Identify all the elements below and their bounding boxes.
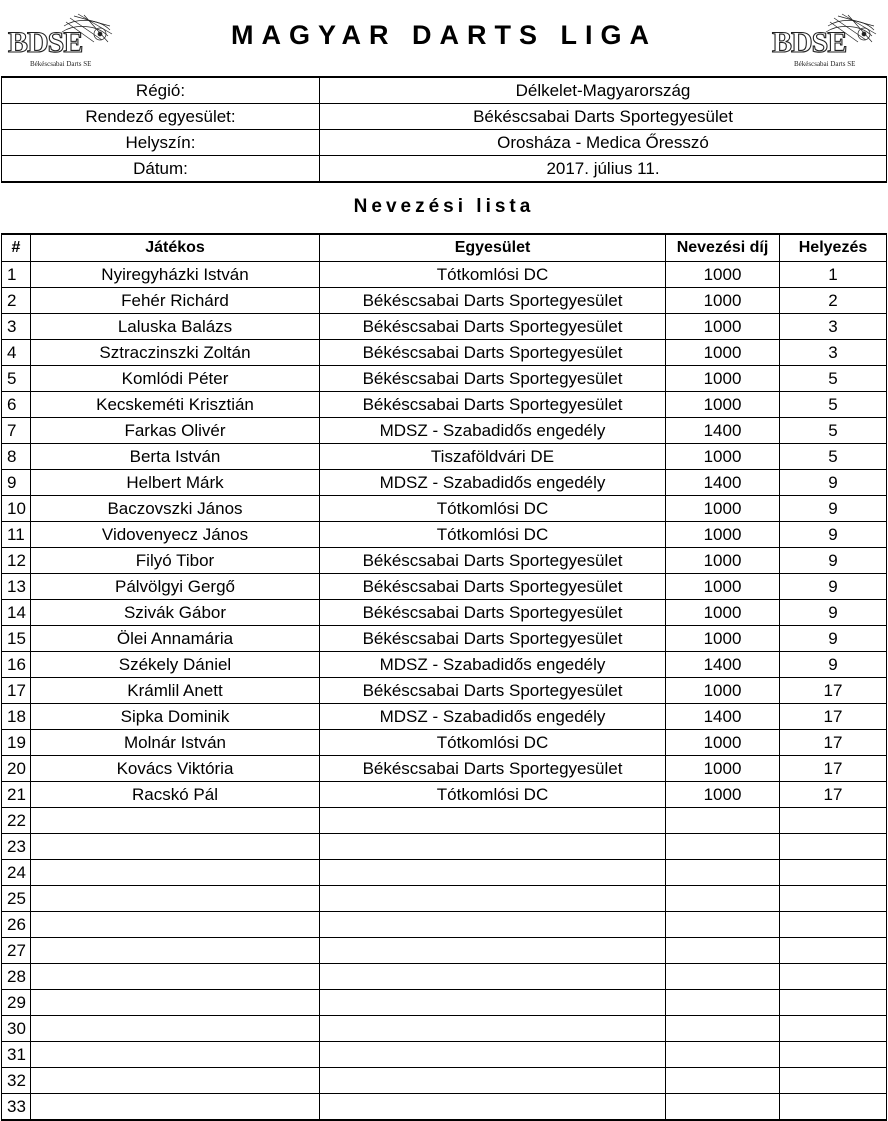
table-row: [2, 496, 887, 522]
club-cell: Békéscsabai Darts Sportegyesület: [320, 756, 666, 782]
table-row: [2, 1016, 887, 1042]
club-cell: Tótkomlósi DC: [320, 496, 666, 522]
table-row: [2, 626, 887, 652]
placement-cell: [780, 1016, 887, 1042]
entry-fee-cell: [666, 1068, 780, 1094]
entry-fee-cell: 1000: [666, 366, 780, 392]
table-row: [2, 548, 887, 574]
club-cell: [320, 860, 666, 886]
club-cell: Tótkomlósi DC: [320, 782, 666, 808]
player-cell: Szivák Gábor: [31, 600, 320, 626]
player-cell: Nyiregyházki István: [31, 262, 320, 288]
table-row: [2, 1068, 887, 1094]
row-number-cell: 16: [2, 652, 31, 678]
player-cell: Kovács Viktória: [31, 756, 320, 782]
player-cell: Székely Dániel: [31, 652, 320, 678]
placement-cell: [780, 886, 887, 912]
club-cell: Békéscsabai Darts Sportegyesület: [320, 314, 666, 340]
entry-fee-cell: 1400: [666, 418, 780, 444]
entry-fee-cell: 1000: [666, 340, 780, 366]
placement-cell: 17: [780, 678, 887, 704]
svg-text:Békéscsabai Darts SE: Békéscsabai Darts SE: [794, 60, 856, 68]
placement-cell: [780, 990, 887, 1016]
row-number-cell: 1: [2, 262, 31, 288]
row-number-cell: 17: [2, 678, 31, 704]
row-number-cell: 32: [2, 1068, 31, 1094]
info-value: Orosháza - Medica Őresszó: [320, 130, 887, 156]
info-row-organizer: [2, 104, 887, 130]
row-number-cell: 13: [2, 574, 31, 600]
entry-fee-cell: 1000: [666, 262, 780, 288]
entry-fee-cell: [666, 990, 780, 1016]
table-body: [2, 262, 887, 1121]
placement-cell: [780, 938, 887, 964]
entry-fee-cell: 1400: [666, 470, 780, 496]
club-cell: [320, 834, 666, 860]
player-cell: Krámlil Anett: [31, 678, 320, 704]
entry-fee-cell: [666, 1094, 780, 1121]
placement-cell: [780, 912, 887, 938]
entry-fee-cell: 1000: [666, 574, 780, 600]
row-number-cell: 10: [2, 496, 31, 522]
entry-fee-cell: [666, 912, 780, 938]
table-row: [2, 444, 887, 470]
placement-cell: [780, 1068, 887, 1094]
club-cell: [320, 912, 666, 938]
entry-fee-cell: 1400: [666, 704, 780, 730]
svg-text:BDSE: BDSE: [8, 26, 83, 59]
player-cell: [31, 808, 320, 834]
player-cell: [31, 990, 320, 1016]
row-number-cell: 27: [2, 938, 31, 964]
table-row: [2, 262, 887, 288]
club-cell: [320, 938, 666, 964]
placement-cell: [780, 1094, 887, 1121]
club-cell: [320, 808, 666, 834]
table-row: [2, 912, 887, 938]
row-number-cell: 20: [2, 756, 31, 782]
info-label: Rendező egyesület:: [2, 104, 320, 130]
entry-fee-cell: 1000: [666, 782, 780, 808]
player-cell: Sipka Dominik: [31, 704, 320, 730]
table-row: [2, 808, 887, 834]
placement-cell: 5: [780, 392, 887, 418]
placement-cell: 2: [780, 288, 887, 314]
row-number-cell: 2: [2, 288, 31, 314]
info-label: Dátum:: [2, 156, 320, 183]
row-number-cell: 15: [2, 626, 31, 652]
club-cell: Békéscsabai Darts Sportegyesület: [320, 678, 666, 704]
placement-cell: 5: [780, 418, 887, 444]
player-cell: Komlódi Péter: [31, 366, 320, 392]
club-cell: Békéscsabai Darts Sportegyesület: [320, 626, 666, 652]
info-value: Békéscsabai Darts Sportegyesület: [320, 104, 887, 130]
club-cell: Tótkomlósi DC: [320, 262, 666, 288]
player-cell: Filyó Tibor: [31, 548, 320, 574]
column-header-place: Helyezés: [780, 234, 887, 262]
entry-fee-cell: 1000: [666, 288, 780, 314]
entry-fee-cell: [666, 808, 780, 834]
placement-cell: 9: [780, 600, 887, 626]
player-cell: [31, 834, 320, 860]
club-cell: Tótkomlósi DC: [320, 522, 666, 548]
club-cell: [320, 990, 666, 1016]
placement-cell: [780, 808, 887, 834]
placement-cell: [780, 834, 887, 860]
row-number-cell: 28: [2, 964, 31, 990]
table-row: [2, 600, 887, 626]
entry-fee-cell: [666, 938, 780, 964]
table-row: [2, 860, 887, 886]
table-row: [2, 964, 887, 990]
player-cell: Pálvölgyi Gergő: [31, 574, 320, 600]
column-header-number: #: [2, 234, 31, 262]
club-cell: Békéscsabai Darts Sportegyesület: [320, 392, 666, 418]
player-cell: [31, 1016, 320, 1042]
placement-cell: 5: [780, 444, 887, 470]
table-row: [2, 1042, 887, 1068]
player-cell: [31, 1094, 320, 1121]
table-row: [2, 574, 887, 600]
player-cell: [31, 886, 320, 912]
entry-fee-cell: [666, 964, 780, 990]
placement-cell: 3: [780, 314, 887, 340]
entry-fee-cell: 1000: [666, 730, 780, 756]
column-header-fee: Nevezési díj: [666, 234, 780, 262]
player-cell: Vidovenyecz János: [31, 522, 320, 548]
row-number-cell: 8: [2, 444, 31, 470]
row-number-cell: 7: [2, 418, 31, 444]
club-cell: Békéscsabai Darts Sportegyesület: [320, 574, 666, 600]
row-number-cell: 6: [2, 392, 31, 418]
placement-cell: [780, 1042, 887, 1068]
placement-cell: 9: [780, 652, 887, 678]
player-cell: Fehér Richárd: [31, 288, 320, 314]
info-label: Régió:: [2, 77, 320, 104]
placement-cell: 9: [780, 626, 887, 652]
entry-fee-cell: 1000: [666, 444, 780, 470]
player-cell: Sztraczinszki Zoltán: [31, 340, 320, 366]
row-number-cell: 23: [2, 834, 31, 860]
placement-cell: 5: [780, 366, 887, 392]
placement-cell: 17: [780, 704, 887, 730]
player-cell: [31, 938, 320, 964]
club-cell: Békéscsabai Darts Sportegyesület: [320, 340, 666, 366]
entry-fee-cell: [666, 1016, 780, 1042]
info-row-date: [2, 156, 887, 183]
player-cell: Helbert Márk: [31, 470, 320, 496]
club-cell: Békéscsabai Darts Sportegyesület: [320, 600, 666, 626]
entry-fee-cell: [666, 1042, 780, 1068]
entry-fee-cell: 1000: [666, 626, 780, 652]
row-number-cell: 33: [2, 1094, 31, 1121]
entry-fee-cell: 1000: [666, 392, 780, 418]
table-row: [2, 834, 887, 860]
table-row: [2, 418, 887, 444]
player-cell: [31, 860, 320, 886]
player-cell: Racskó Pál: [31, 782, 320, 808]
table-row: [2, 470, 887, 496]
placement-cell: 9: [780, 496, 887, 522]
club-cell: Tiszaföldvári DE: [320, 444, 666, 470]
table-row: [2, 730, 887, 756]
club-logo-right: [768, 12, 880, 70]
table-row: [2, 1094, 887, 1121]
entry-list-table: [1, 233, 887, 1121]
placement-cell: 17: [780, 782, 887, 808]
row-number-cell: 22: [2, 808, 31, 834]
event-info-table: [1, 76, 887, 183]
entry-fee-cell: 1000: [666, 756, 780, 782]
club-cell: MDSZ - Szabadidős engedély: [320, 652, 666, 678]
table-row: [2, 678, 887, 704]
row-number-cell: 24: [2, 860, 31, 886]
info-row-venue: [2, 130, 887, 156]
table-row: [2, 756, 887, 782]
info-label: Helyszín:: [2, 130, 320, 156]
svg-text:Békéscsabai Darts SE: Békéscsabai Darts SE: [30, 60, 92, 68]
club-cell: [320, 1068, 666, 1094]
club-cell: Békéscsabai Darts Sportegyesület: [320, 288, 666, 314]
placement-cell: 17: [780, 756, 887, 782]
player-cell: Berta István: [31, 444, 320, 470]
player-cell: [31, 964, 320, 990]
row-number-cell: 3: [2, 314, 31, 340]
row-number-cell: 9: [2, 470, 31, 496]
club-cell: [320, 964, 666, 990]
player-cell: Molnár István: [31, 730, 320, 756]
entry-fee-cell: [666, 860, 780, 886]
row-number-cell: 4: [2, 340, 31, 366]
club-cell: MDSZ - Szabadidős engedély: [320, 470, 666, 496]
table-row: [2, 288, 887, 314]
table-row: [2, 314, 887, 340]
club-cell: MDSZ - Szabadidős engedély: [320, 704, 666, 730]
table-row: [2, 704, 887, 730]
placement-cell: 1: [780, 262, 887, 288]
table-row: [2, 886, 887, 912]
player-cell: Baczovszki János: [31, 496, 320, 522]
club-cell: MDSZ - Szabadidős engedély: [320, 418, 666, 444]
entry-fee-cell: [666, 834, 780, 860]
row-number-cell: 19: [2, 730, 31, 756]
entry-fee-cell: 1000: [666, 600, 780, 626]
entry-fee-cell: 1000: [666, 522, 780, 548]
entry-fee-cell: 1000: [666, 496, 780, 522]
row-number-cell: 30: [2, 1016, 31, 1042]
entry-fee-cell: 1400: [666, 652, 780, 678]
row-number-cell: 14: [2, 600, 31, 626]
entry-fee-cell: 1000: [666, 548, 780, 574]
placement-cell: [780, 964, 887, 990]
info-row-region: [2, 77, 887, 104]
entry-fee-cell: 1000: [666, 314, 780, 340]
placement-cell: 9: [780, 548, 887, 574]
entry-fee-cell: 1000: [666, 678, 780, 704]
row-number-cell: 29: [2, 990, 31, 1016]
row-number-cell: 5: [2, 366, 31, 392]
row-number-cell: 12: [2, 548, 31, 574]
entry-fee-cell: [666, 886, 780, 912]
club-cell: [320, 1094, 666, 1121]
info-value: 2017. július 11.: [320, 156, 887, 183]
player-cell: Farkas Olivér: [31, 418, 320, 444]
table-row: [2, 366, 887, 392]
player-cell: Kecskeméti Krisztián: [31, 392, 320, 418]
placement-cell: 9: [780, 522, 887, 548]
club-cell: [320, 886, 666, 912]
table-row: [2, 340, 887, 366]
row-number-cell: 25: [2, 886, 31, 912]
column-header-player: Játékos: [31, 234, 320, 262]
club-cell: Békéscsabai Darts Sportegyesület: [320, 366, 666, 392]
page-title: MAGYAR DARTS LIGA: [230, 20, 657, 50]
row-number-cell: 18: [2, 704, 31, 730]
placement-cell: 3: [780, 340, 887, 366]
player-cell: Laluska Balázs: [31, 314, 320, 340]
svg-text:BDSE: BDSE: [772, 26, 847, 59]
table-row: [2, 782, 887, 808]
placement-cell: [780, 860, 887, 886]
placement-cell: 9: [780, 470, 887, 496]
column-header-club: Egyesület: [320, 234, 666, 262]
row-number-cell: 21: [2, 782, 31, 808]
club-cell: Tótkomlósi DC: [320, 730, 666, 756]
row-number-cell: 11: [2, 522, 31, 548]
table-row: [2, 938, 887, 964]
row-number-cell: 26: [2, 912, 31, 938]
club-cell: [320, 1042, 666, 1068]
info-value: Délkelet-Magyarország: [320, 77, 887, 104]
player-cell: [31, 1068, 320, 1094]
table-row: [2, 522, 887, 548]
table-header-row: [2, 234, 887, 262]
table-row: [2, 652, 887, 678]
placement-cell: 17: [780, 730, 887, 756]
player-cell: [31, 912, 320, 938]
player-cell: Ölei Annamária: [31, 626, 320, 652]
club-cell: Békéscsabai Darts Sportegyesület: [320, 548, 666, 574]
club-cell: [320, 1016, 666, 1042]
sheet-header: [0, 0, 888, 76]
table-row: [2, 392, 887, 418]
player-cell: [31, 1042, 320, 1068]
list-title: Nevezési lista: [353, 196, 535, 217]
table-row: [2, 990, 887, 1016]
row-number-cell: 31: [2, 1042, 31, 1068]
placement-cell: 9: [780, 574, 887, 600]
